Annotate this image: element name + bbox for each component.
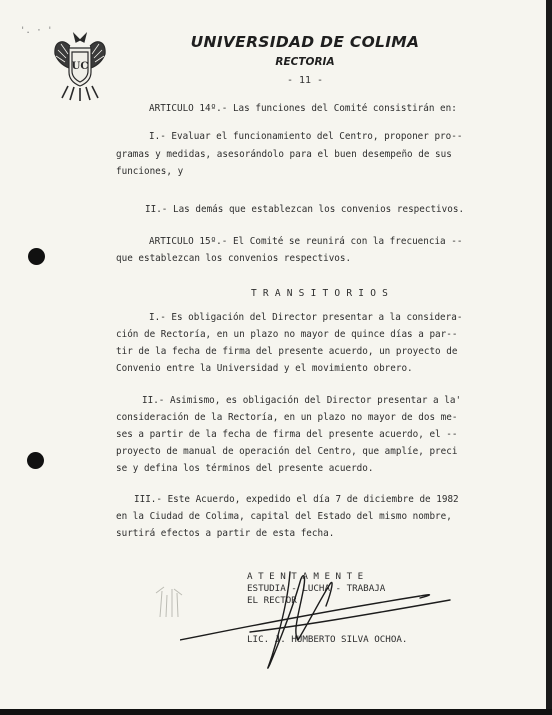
text-line: consideración de la Rectoría, en un plazo no mayor de dos me- (116, 412, 458, 423)
svg-text:UC: UC (71, 61, 89, 72)
scan-edge-right (546, 0, 552, 715)
articulo-14-item-2: II.- Las demás que establezcan los convenios respectivos. (145, 204, 465, 215)
office-name: RECTORIA (275, 56, 335, 68)
handwritten-signature (180, 560, 460, 680)
paper-specks: '. · ' (20, 26, 53, 36)
punch-hole (27, 452, 44, 469)
text-line: gramas y medidas, asesorándolo para el buen desempeño de sus (116, 149, 452, 160)
closing-role: EL RECTOR (247, 595, 297, 606)
text-line: proyecto de manual de operación del Centro, que amplíe, preci (116, 446, 458, 457)
scan-edge-bottom (0, 709, 552, 715)
text-line: II.- Asimismo, es obligación del Director presentar a la' (142, 395, 462, 406)
university-seal-icon (52, 32, 108, 102)
text-line: funciones, y (116, 166, 184, 177)
closing-atentamente: A T E N T A M E N T E (247, 571, 364, 582)
articulo-14-intro: ARTICULO 14º.- Las funciones del Comité consistirán en: (149, 103, 457, 114)
text-line: Convenio entre la Universidad y el movimiento obrero. (116, 363, 413, 374)
text-line: ARTICULO 15º.- El Comité se reunirá con la frecuencia -- (149, 236, 463, 247)
text-line: en la Ciudad de Colima, capital del Estado del mismo nombre, (116, 511, 452, 522)
faded-stamp-icon (150, 583, 190, 623)
text-line: se y defina los términos del presente acuerdo. (116, 463, 374, 474)
text-line: surtirá efectos a partir de esta fecha. (116, 528, 335, 539)
closing-motto: ESTUDIA - LUCHA - TRABAJA (247, 583, 386, 594)
transitorios-heading: TRANSITORIOS (251, 288, 395, 299)
signatory-name: LIC. J. HUMBERTO SILVA OCHOA. (247, 634, 408, 645)
text-line: tir de la fecha de firma del presente acuerdo, un proyecto de (116, 346, 458, 357)
text-line: ses a partir de la fecha de firma del presente acuerdo, el -- (116, 429, 458, 440)
text-line: que establezcan los convenios respectivos. (116, 253, 352, 264)
punch-hole (28, 248, 45, 265)
text-line: ción de Rectoría, en un plazo no mayor de quince días a par-- (116, 329, 458, 340)
text-line: I.- Es obligación del Director presentar a la considera- (149, 312, 463, 323)
university-name: UNIVERSIDAD DE COLIMA (190, 33, 420, 51)
text-line: I.- Evaluar el funcionamiento del Centro, proponer pro-- (149, 131, 463, 142)
page-number: - 11 - (286, 75, 324, 86)
text-line: III.- Este Acuerdo, expedido el día 7 de diciembre de 1982 (134, 494, 459, 505)
